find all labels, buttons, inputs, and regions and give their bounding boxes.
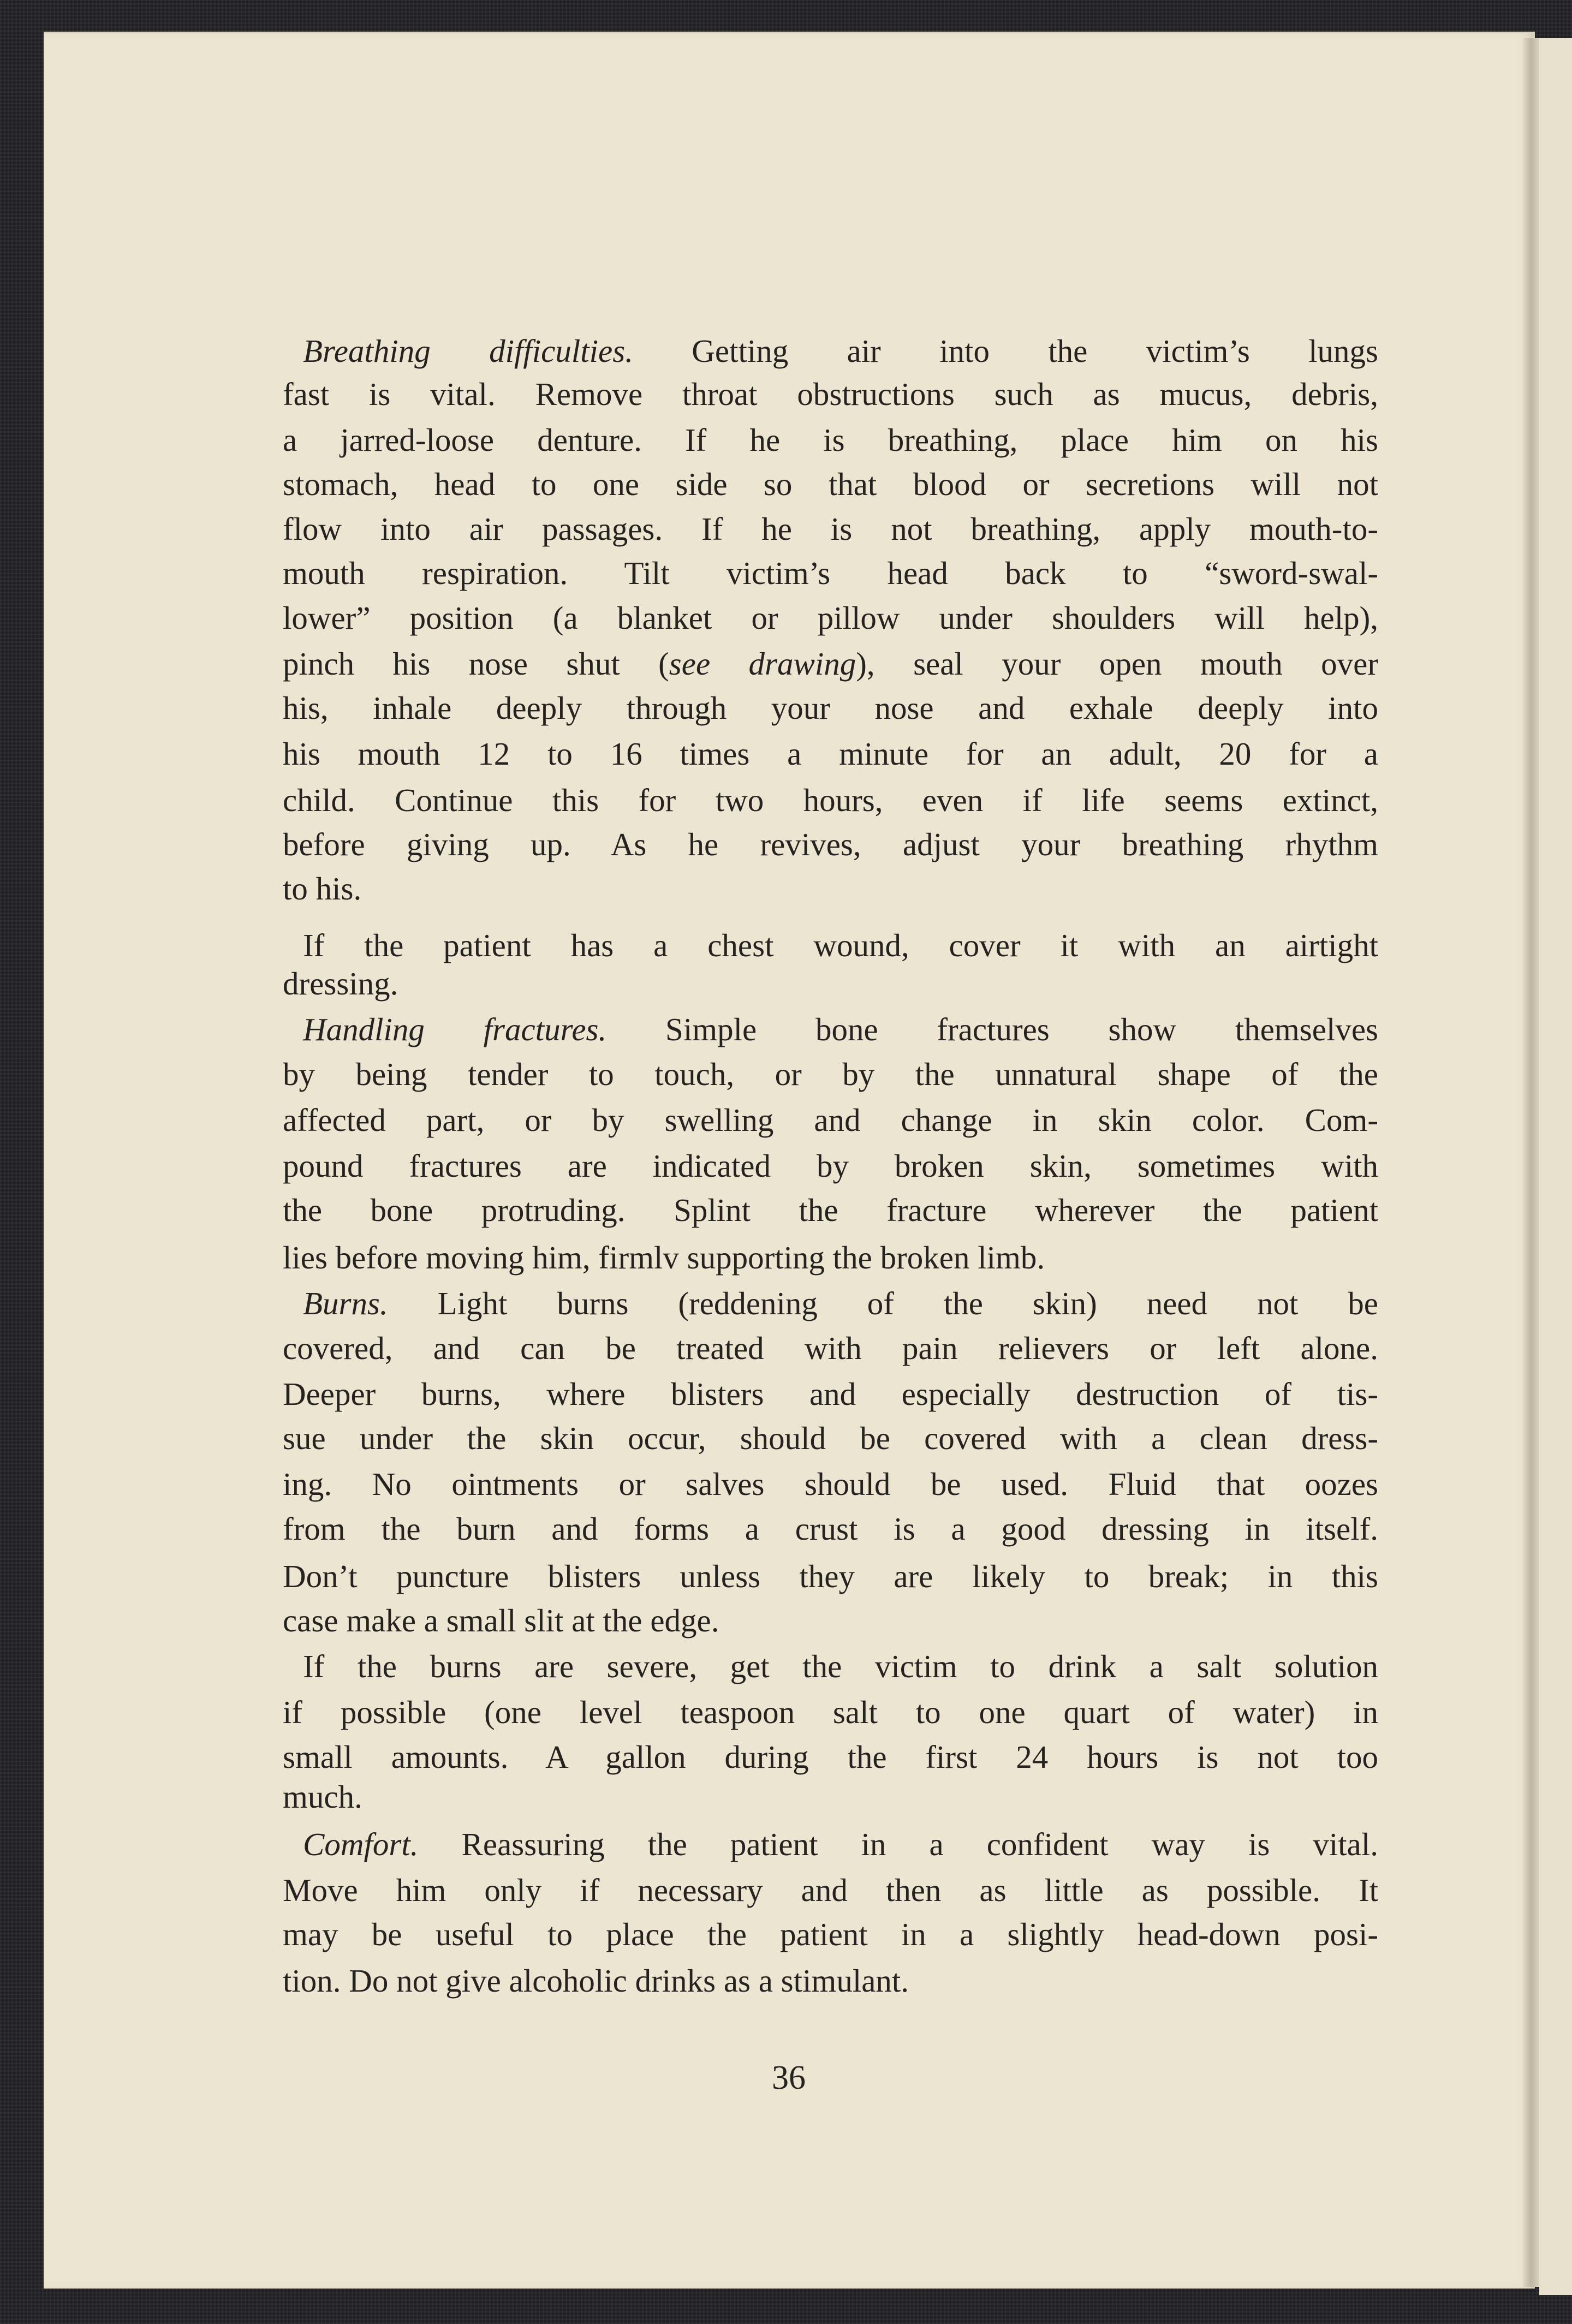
text-line: [303, 329, 1378, 373]
page-number: 36: [772, 2059, 806, 2096]
text-line: [283, 596, 1378, 640]
line-text: child. Continue this for two hours, even if life seems extinct,: [283, 782, 1378, 818]
italic-heading: see drawing: [669, 646, 856, 682]
line-text: ing. No ointments or salves should be used. Fluid that oozes: [283, 1466, 1378, 1502]
text-line: [283, 1098, 1378, 1142]
text-line: [283, 1236, 1378, 1279]
line-text: tion. Do not give alcoholic drinks as a stimulant.: [283, 1963, 909, 1999]
line-text: stomach, head to one side so that blood or secretions will not: [283, 466, 1378, 502]
line-text: If the patient has a chest wound, cover it with an airtight: [303, 927, 1378, 963]
line-text: flow into air passages. If he is not breathing, apply mouth-to-: [283, 511, 1378, 547]
line-text: ), seal your open mouth over: [856, 646, 1378, 682]
text-line: [283, 462, 1378, 506]
text-line: [283, 1507, 1378, 1551]
line-text: covered, and can be treated with pain relievers or left alone.: [283, 1330, 1378, 1366]
line-text: pound fractures are indicated by broken skin, sometimes with: [283, 1148, 1378, 1184]
text-line: [283, 1690, 1378, 1734]
line-text: Don’t puncture blisters unless they are likely to break; in this: [283, 1558, 1378, 1594]
line-text: by being tender to touch, or by the unnatural shape of the: [283, 1056, 1378, 1092]
text-line: [283, 778, 1378, 822]
text-line: [283, 642, 1378, 686]
text-line: [283, 1912, 1378, 1956]
line-text: dressing.: [283, 966, 398, 1002]
text-line: [283, 962, 1378, 1005]
text-line: [283, 418, 1378, 462]
line-text: mouth respiration. Tilt victim’s head back to “sword-swal-: [283, 555, 1378, 591]
text-line: [283, 1462, 1378, 1506]
line-text: affected part, or by swelling and change in skin color. Com-: [283, 1102, 1378, 1138]
text-line: [283, 732, 1378, 776]
text-line: [303, 1644, 1378, 1688]
text-line: [283, 1188, 1378, 1232]
text-line: [303, 1282, 1378, 1325]
line-text: sue under the skin occur, should be covered with a clean dress-: [283, 1420, 1378, 1456]
line-text: may be useful to place the patient in a slightly head-down posi-: [283, 1916, 1378, 1952]
text-line: [283, 1416, 1378, 1460]
line-text: If the burns are severe, get the victim to drink a salt solution: [303, 1648, 1378, 1684]
italic-heading: Handling fractures.: [303, 1011, 607, 1047]
line-text: before giving up. As he revives, adjust your breathing rhythm: [283, 826, 1378, 862]
line-text: a jarred-loose denture. If he is breathing, place him on his: [283, 422, 1378, 458]
line-text: small amounts. A gallon during the first 24 hours is not too: [283, 1739, 1378, 1775]
text-line: [283, 1144, 1378, 1188]
line-text: Getting air into the victim’s lungs: [633, 333, 1378, 369]
text-line: [303, 1008, 1378, 1051]
line-text: case make a small slit at the edge.: [283, 1602, 719, 1638]
line-text: Move him only if necessary and then as little as possible. It: [283, 1872, 1378, 1908]
line-text: to his.: [283, 871, 362, 907]
text-line: [283, 686, 1378, 730]
line-text: Light burns (reddening of the skin) need not be: [388, 1285, 1378, 1321]
text-line: [283, 1326, 1378, 1370]
line-text: lies before moving him, firmlv supporting the broken limb.: [283, 1240, 1045, 1276]
line-text: fast is vital. Remove throat obstructions such as mucus, debris,: [283, 376, 1378, 412]
text-line: [283, 867, 1378, 910]
line-text: pinch his nose shut (: [283, 646, 669, 682]
text-line: [283, 1372, 1378, 1416]
italic-heading: Breathing difficulties.: [303, 333, 633, 369]
line-text: his mouth 12 to 16 times a minute for an adult, 20 for a: [283, 736, 1378, 772]
line-text: his, inhale deeply through your nose and exhale deeply into: [283, 690, 1378, 726]
text-line: [283, 1775, 1378, 1819]
book-spine: [1523, 38, 1539, 2287]
line-text: if possible (one level teaspoon salt to one quart of water) in: [283, 1694, 1378, 1730]
text-line: [303, 923, 1378, 967]
text-line: [283, 1735, 1378, 1779]
line-text: Simple bone fractures show themselves: [606, 1011, 1378, 1047]
italic-heading: Burns.: [303, 1285, 388, 1321]
text-line: [283, 1868, 1378, 1912]
text-line: [283, 507, 1378, 551]
italic-heading: Comfort.: [303, 1826, 419, 1862]
text-line: [303, 1822, 1378, 1866]
line-text: Deeper burns, where blisters and especially destruction of tis-: [283, 1376, 1378, 1412]
text-line: [283, 1959, 1378, 2003]
text-line: [283, 1599, 1378, 1642]
facing-page-edge: [1539, 38, 1572, 2295]
text-line: [283, 551, 1378, 595]
line-text: much.: [283, 1779, 362, 1815]
line-text: Reassuring the patient in a confident way is vital.: [418, 1826, 1378, 1862]
text-line: [283, 1554, 1378, 1598]
text-line: [283, 823, 1378, 866]
text-line: [283, 1052, 1378, 1096]
text-line: [283, 372, 1378, 416]
line-text: from the burn and forms a crust is a good dressing in itself.: [283, 1511, 1378, 1547]
line-text: lower” position (a blanket or pillow under shoulders will help),: [283, 600, 1378, 636]
line-text: the bone protruding. Splint the fracture wherever the patient: [283, 1192, 1378, 1228]
